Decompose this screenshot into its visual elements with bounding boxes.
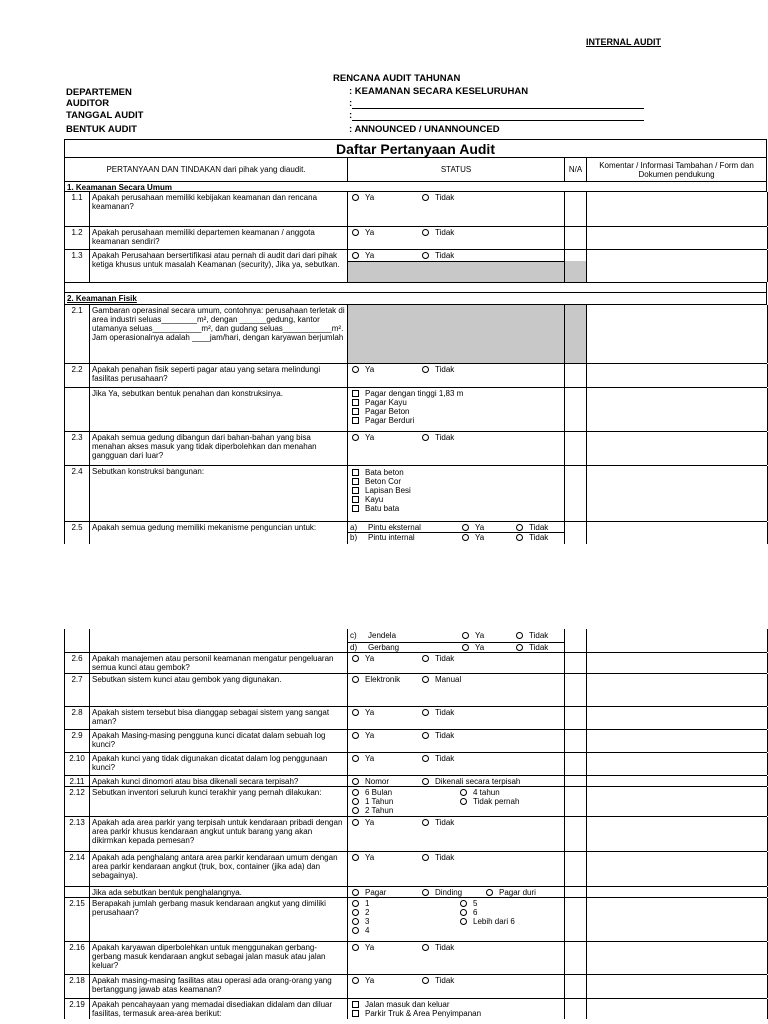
table-row [64,852,767,887]
radio-ya[interactable]: Ya [352,193,374,202]
checkbox-option[interactable]: Pagar Kayu [352,398,560,407]
question-text: Apakah semua gedung dibangun dari bahan-bahan yang bisa menahan akses masuk yang tidak diperbolehkan dan menahan gangguan dari luar? [89,432,347,465]
section-heading: 2. Keamanan Fisik [64,293,767,305]
na-cell[interactable] [564,466,586,521]
na-cell[interactable] [564,629,586,652]
radio-circle-icon [352,854,359,861]
radio-tidak[interactable]: Tidak [422,853,454,862]
radio-circle-icon [352,194,359,201]
na-cell[interactable] [564,730,586,752]
comment-cell[interactable] [586,388,768,431]
radio-2-tahun[interactable]: 2 Tahun [352,806,393,815]
table-row [64,653,767,674]
radio-tidak[interactable]: Tidak [422,365,454,374]
radio-4[interactable]: 4 [352,926,369,935]
na-cell[interactable] [564,999,586,1019]
radio-circle-icon [422,889,429,896]
na-cell[interactable] [564,942,586,974]
radio-ya[interactable]: Ya [352,251,374,260]
radio-circle-icon [352,366,359,373]
status-cell [347,999,564,1019]
question-text: Apakah ada area parkir yang terpisah untuk kendaraan pribadi dengan area parkir khusus kendaraan angkut untuk barang yang akan dikirmkan kepada pemesan? [89,817,347,851]
radio-circle-icon [422,854,429,861]
table-row [64,227,767,250]
radio-circle-icon [422,655,429,662]
question-number: 2.13 [64,817,89,851]
question-number: 2.7 [64,674,89,706]
radio-ya[interactable]: Ya [462,523,484,532]
column-header-row [64,158,767,182]
status-cell [347,852,564,886]
question-number: 2.12 [64,787,89,816]
table-row [64,707,767,730]
na-cell[interactable] [564,887,586,897]
radio-circle-icon [352,900,359,907]
table-row [64,305,767,364]
radio-ya[interactable]: Ya [352,976,374,985]
question-text: Apakah semua gedung memiliki mekanisme penguncian untuk: [89,522,347,544]
radio-circle-icon [462,524,469,531]
na-cell[interactable] [564,707,586,729]
status-cell [347,730,564,752]
table-row [64,522,767,544]
radio-circle-icon [352,909,359,916]
comment-cell[interactable] [586,305,768,363]
checkbox-icon [352,1001,359,1008]
radio-circle-icon [352,709,359,716]
checkbox-option[interactable]: Pagar Berduri [352,416,560,425]
question-text: Jika ada sebutkan bentuk penghalangnya. [89,887,347,897]
radio-circle-icon [460,798,467,805]
table-row [64,817,767,852]
col-question-header: PERTANYAAN DAN TINDAKAN dari pihak yang diaudit. [64,158,347,181]
radio-circle-icon [422,676,429,683]
checkbox-option[interactable]: Jalan masuk dan keluar [352,1000,560,1009]
radio-ya[interactable]: Ya [352,365,374,374]
table-row [64,787,767,817]
radio-ya[interactable]: Ya [352,853,374,862]
question-number: 2.11 [64,776,89,786]
question-number: 2.1 [64,305,89,363]
radio-circle-icon [352,229,359,236]
radio-circle-icon [422,755,429,762]
shaded-cell [565,261,586,282]
radio-nomor[interactable]: Nomor [352,777,389,786]
question-number: 2.18 [64,975,89,998]
question-text: Apakah pencahayaan yang memadai disediakan didalam dan diluar fasilitas, termasuk area-area berikut: [89,999,347,1019]
question-text: Apakah perusahaan memiliki kebijakan keamanan dan rencana keamanan? [89,192,347,226]
question-number: 2.4 [64,466,89,521]
radio-ya[interactable]: Ya [352,654,374,663]
question-number [64,629,89,652]
question-number: 1.1 [64,192,89,226]
checkbox-option[interactable]: Beton Cor [352,477,560,486]
radio-circle-icon [422,434,429,441]
na-cell[interactable] [564,432,586,465]
radio-circle-icon [486,889,493,896]
comment-cell[interactable] [586,898,768,941]
status-cell [347,227,564,249]
radio-circle-icon [516,534,523,541]
radio-pagar[interactable]: Pagar [352,888,386,897]
checkbox-icon [352,399,359,406]
question-number: 1.3 [64,250,89,282]
radio-circle-icon [422,252,429,259]
radio-circle-icon [352,732,359,739]
table-row [64,364,767,388]
department-label: DEPARTEMEN [66,87,132,98]
table-row [64,898,767,942]
col-na-header: N/A [564,158,586,181]
status-cell [347,942,564,974]
radio-circle-icon [422,778,429,785]
radio-ya[interactable]: Ya [462,631,484,640]
question-text: Gambaran operasinal secara umum, contohnya: perusahaan terletak di area industri seluas________m², dengan ______gedung, kantor utamanya seluas___________m², dan gudang seluas___________m². Jam operasionalnya adalah ____jam/hari, dengan karyawan berjumlah [89,305,347,363]
audit-date-label: TANGGAL AUDIT [66,110,144,121]
question-number [64,887,89,897]
comment-cell[interactable] [586,942,768,974]
question-text: Jika Ya, sebutkan bentuk penahan dan konstruksinya. [89,388,347,431]
radio-circle-icon [460,900,467,907]
question-number: 2.16 [64,942,89,974]
status-cell [347,364,564,387]
checkbox-option[interactable]: Bata beton [352,468,560,477]
radio-circle-icon [352,944,359,951]
comment-cell[interactable] [586,999,768,1019]
table-row [64,432,767,466]
na-cell[interactable] [564,388,586,431]
question-number: 1.2 [64,227,89,249]
radio-tidak[interactable]: Tidak [422,943,454,952]
radio-manual[interactable]: Manual [422,675,461,684]
table-row [64,999,767,1019]
table-row [64,730,767,753]
question-text: Berapakah jumlah gerbang masuk kendaraan angkut yang dimiliki perusahaan? [89,898,347,941]
radio-2[interactable]: 2 [352,908,369,917]
internal-audit-label: INTERNAL AUDIT [586,37,661,47]
radio-ya[interactable]: Ya [352,818,374,827]
comment-cell[interactable] [586,364,768,387]
status-cell [347,192,564,226]
comment-cell[interactable] [586,730,768,752]
checkbox-icon [352,505,359,512]
na-cell[interactable] [564,852,586,886]
question-text [89,629,347,652]
checkbox-icon [352,408,359,415]
na-cell[interactable] [564,787,586,816]
table-title: Daftar Pertanyaan Audit [64,139,767,158]
radio-tidak[interactable]: Tidak [422,228,454,237]
audit-type-label: BENTUK AUDIT [66,124,137,135]
radio-circle-icon [516,632,523,639]
table-row [64,887,767,898]
radio-circle-icon [422,977,429,984]
status-cell [347,432,564,465]
comment-cell[interactable] [586,753,768,775]
radio-circle-icon [352,252,359,259]
section-heading: 1. Keamanan Secara Umum [64,182,767,192]
status-cell [347,674,564,706]
status-cell [347,898,564,941]
audit-table-page-2 [64,629,767,1019]
checkbox-option[interactable]: Kayu [352,495,560,504]
radio-circle-icon [352,789,359,796]
na-cell[interactable] [564,250,586,282]
table-row [64,753,767,776]
radio-circle-icon [352,798,359,805]
checkbox-icon [352,417,359,424]
radio-tidak[interactable]: Tidak [422,193,454,202]
question-number: 2.9 [64,730,89,752]
audit-table-page-1 [64,139,767,544]
comment-cell[interactable] [586,817,768,851]
status-cell [347,975,564,998]
question-number: 2.14 [64,852,89,886]
radio-1[interactable]: 1 [352,899,369,908]
na-cell[interactable] [564,364,586,387]
comment-cell[interactable] [586,674,768,706]
radio-circle-icon [516,644,523,651]
comment-cell[interactable] [586,852,768,886]
table-row [64,942,767,975]
radio-3[interactable]: 3 [352,917,369,926]
comment-cell[interactable] [586,653,768,673]
radio-circle-icon [422,944,429,951]
na-cell[interactable] [564,522,586,544]
radio-tidak[interactable]: Tidak [422,976,454,985]
radio-circle-icon [462,632,469,639]
radio-circle-icon [462,644,469,651]
radio-ya[interactable]: Ya [462,533,484,542]
checkbox-option[interactable]: Lapisan Besi [352,486,560,495]
comment-cell[interactable] [586,466,768,521]
checkbox-icon [352,496,359,503]
radio-6[interactable]: 6 [460,908,477,917]
shaded-cell [347,305,564,363]
radio-circle-icon [352,434,359,441]
radio-tidak-pernah[interactable]: Tidak pernah [460,797,519,806]
radio-tidak[interactable]: Tidak [422,251,454,260]
question-number [64,388,89,431]
checkbox-icon [352,390,359,397]
question-text: Sebutkan inventori seluruh kunci terakhir yang pernah dilakukan: [89,787,347,816]
radio-ya[interactable]: Ya [352,228,374,237]
comment-cell[interactable] [586,776,768,786]
radio-circle-icon [422,709,429,716]
radio-circle-icon [462,534,469,541]
na-cell[interactable] [564,753,586,775]
radio-circle-icon [352,889,359,896]
table-row [64,250,767,283]
status-cell [347,466,564,521]
question-number: 2.5 [64,522,89,544]
col-status-header: STATUS [347,158,564,181]
question-text: Apakah kunci dinomori atau bisa dikenali secara terpisah? [89,776,347,786]
status-cell [347,250,564,282]
shaded-cell [564,305,586,363]
radio-ya[interactable]: Ya [352,731,374,740]
status-cell [347,817,564,851]
question-text: Apakah Perusahaan bersertifikasi atau pernah di audit dari dari pihak ketiga khusus untuk masalah Keamanan (security), Jika ya, sebutkan. [89,250,347,282]
checkbox-option[interactable]: Pagar dengan tinggi 1,83 m [352,389,560,398]
status-cell: c) Jendela Ya Tidak d) Gerbang Ya Tidak [347,629,564,652]
question-text: Apakah ada penghalang antara area parkir kendaraan umum dengan area parkir kendaraan angkut (truk, box, container (jika ada) dan sebagainya). [89,852,347,886]
audit-date-field[interactable]: : [349,110,644,121]
checkbox-option[interactable]: Batu bata [352,504,560,513]
checkbox-option[interactable]: Parkir Truk & Area Penyimpanan [352,1009,560,1018]
status-cell [347,388,564,431]
spacer-row [64,283,767,293]
status-cell [347,887,564,897]
radio-5[interactable]: 5 [460,899,477,908]
question-text: Apakah Masing-masing pengguna kunci dicatat dalam sebuah log kunci? [89,730,347,752]
question-text: Apakah perusahaan memiliki departemen keamanan / anggota keamanan sendiri? [89,227,347,249]
table-row [64,629,767,653]
na-cell[interactable] [564,817,586,851]
radio-elektronik[interactable]: Elektronik [352,675,400,684]
radio-tidak[interactable]: Tidak [422,818,454,827]
radio-1-tahun[interactable]: 1 Tahun [352,797,393,806]
question-text: Apakah kunci yang tidak digunakan dicatat dalam log penggunaan kunci? [89,753,347,775]
question-number: 2.2 [64,364,89,387]
question-text: Apakah karyawan diperbolehkan untuk menggunakan gerbang-gerbang masuk kendaraan angkut sebagai jalan masuk atau jalan keluar? [89,942,347,974]
question-text: Apakah penahan fisik seperti pagar atau yang setara melindungi fasilitas perusahaan? [89,364,347,387]
radio-circle-icon [352,807,359,814]
na-cell[interactable] [564,227,586,249]
comment-cell[interactable] [586,192,768,226]
radio-circle-icon [460,789,467,796]
radio-circle-icon [422,819,429,826]
question-text: Apakah manajemen atau personil keamanan mengatur pengeluaran semua kunci atau gembok? [89,653,347,673]
audit-type-value: : ANNOUNCED / UNANNOUNCED [349,124,500,135]
checkbox-icon [352,469,359,476]
status-cell [347,707,564,729]
plan-title: RENCANA AUDIT TAHUNAN [333,73,461,84]
radio-ya[interactable]: Ya [352,754,374,763]
radio-6-bulan[interactable]: 6 Bulan [352,788,392,797]
radio-circle-icon [352,755,359,762]
na-cell[interactable] [564,776,586,786]
question-number: 2.8 [64,707,89,729]
question-number: 2.3 [64,432,89,465]
radio-circle-icon [422,366,429,373]
comment-cell[interactable] [586,432,768,465]
radio-ya[interactable]: Ya [352,943,374,952]
radio-circle-icon [422,732,429,739]
table-row [64,975,767,999]
na-cell[interactable] [564,653,586,673]
na-cell[interactable] [564,898,586,941]
question-text: Apakah masing-masing fasilitas atau operasi ada orang-orang yang bertanggung jawab atas keamanan? [89,975,347,998]
comment-cell[interactable] [586,707,768,729]
status-cell [347,787,564,816]
na-cell[interactable] [564,674,586,706]
status-cell [347,653,564,673]
radio-4-tahun[interactable]: 4 tahun [460,788,500,797]
question-number: 2.10 [64,753,89,775]
radio-ya[interactable]: Ya [462,643,484,652]
radio-circle-icon [422,194,429,201]
checkbox-icon [352,1010,359,1017]
question-number: 2.15 [64,898,89,941]
radio-circle-icon [422,229,429,236]
comment-cell[interactable] [586,887,768,897]
radio-ya[interactable]: Ya [352,708,374,717]
radio-circle-icon [516,524,523,531]
question-number: 2.19 [64,999,89,1019]
question-text: Sebutkan konstruksi bangunan: [89,466,347,521]
na-cell[interactable] [564,192,586,226]
radio-circle-icon [352,778,359,785]
radio-tidak[interactable]: Tidak [422,731,454,740]
checkbox-icon [352,478,359,485]
radio-tidak[interactable]: Tidak [422,708,454,717]
checkbox-icon [352,487,359,494]
status-cell: a) Pintu eksternal Ya Tidak b) Pintu internal Ya Tidak [347,522,564,544]
radio-tidak[interactable]: Tidak [516,533,548,542]
question-text: Apakah sistem tersebut bisa dianggap sebagai sistem yang sangat aman? [89,707,347,729]
auditor-field[interactable]: : [349,98,644,109]
table-row [64,388,767,432]
radio-pagar-duri[interactable]: Pagar duri [486,888,536,897]
radio-tidak[interactable]: Tidak [422,433,454,442]
comment-cell[interactable] [586,522,768,544]
status-cell [347,753,564,775]
radio-tidak[interactable]: Tidak [516,631,548,640]
radio-circle-icon [460,909,467,916]
na-cell[interactable] [564,975,586,998]
table-row [64,192,767,227]
radio-circle-icon [352,918,359,925]
radio-circle-icon [352,927,359,934]
radio-circle-icon [352,676,359,683]
radio-lebih-dari-6[interactable]: Lebih dari 6 [460,917,515,926]
radio-circle-icon [352,977,359,984]
radio-tidak[interactable]: Tidak [516,643,548,652]
radio-tidak[interactable]: Tidak [516,523,548,532]
comment-cell[interactable] [586,250,768,282]
question-number: 2.6 [64,653,89,673]
table-row [64,674,767,707]
radio-tidak[interactable]: Tidak [422,754,454,763]
radio-dikenali[interactable]: Dikenali secara terpisah [422,777,520,786]
comment-cell[interactable] [586,629,768,652]
radio-circle-icon [460,918,467,925]
radio-circle-icon [352,655,359,662]
auditor-label: AUDITOR [66,98,110,109]
radio-ya[interactable]: Ya [352,433,374,442]
table-row [64,776,767,787]
shaded-cell [348,262,564,282]
department-value: : KEAMANAN SECARA KESELURUHAN [349,86,529,97]
comment-cell[interactable] [586,787,768,816]
table-row [64,466,767,522]
col-comment-header: Komentar / Informasi Tambahan / Form dan Dokumen pendukung [586,158,767,181]
comment-cell[interactable] [586,975,768,998]
status-cell [347,776,564,786]
radio-tidak[interactable]: Tidak [422,654,454,663]
question-text: Sebutkan sistem kunci atau gembok yang digunakan. [89,674,347,706]
radio-dinding[interactable]: Dinding [422,888,462,897]
checkbox-option[interactable]: Pagar Beton [352,407,560,416]
comment-cell[interactable] [586,227,768,249]
radio-circle-icon [352,819,359,826]
